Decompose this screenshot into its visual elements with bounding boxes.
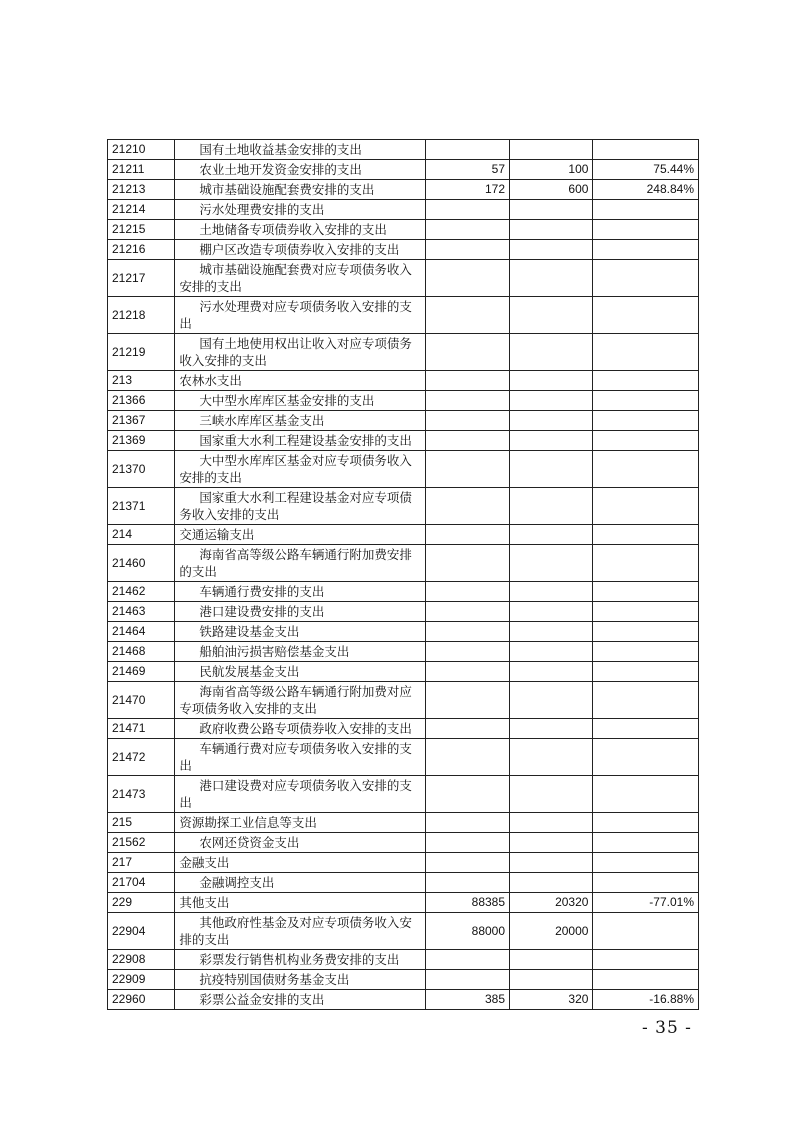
value-col1-cell <box>425 260 509 297</box>
value-col2-cell <box>510 431 593 451</box>
item-name-cell: 铁路建设基金支出 <box>175 622 425 642</box>
code-cell: 21470 <box>108 682 175 719</box>
table-row <box>108 411 699 431</box>
code-cell: 217 <box>108 853 175 873</box>
item-name-cell: 国家重大水利工程建设基金对应专项债务收入安排的支出 <box>175 488 425 525</box>
table-row <box>108 776 699 813</box>
value-col1-cell <box>425 662 509 682</box>
code-cell: 21215 <box>108 220 175 240</box>
percent-cell <box>593 913 699 950</box>
item-name-cell: 城市基础设施配套费对应专项债务收入安排的支出 <box>175 260 425 297</box>
value-col2-cell <box>510 833 593 853</box>
value-col1-cell <box>425 682 509 719</box>
item-name-cell: 国有土地收益基金安排的支出 <box>175 140 425 160</box>
percent-cell: -77.01% <box>593 893 699 913</box>
value-col2-cell <box>510 260 593 297</box>
value-col1-cell: 172 <box>425 180 509 200</box>
table-row <box>108 913 699 950</box>
percent-cell <box>593 739 699 776</box>
value-col2-cell <box>510 970 593 990</box>
code-cell: 21211 <box>108 160 175 180</box>
value-col1-cell <box>425 950 509 970</box>
percent-cell <box>593 488 699 525</box>
percent-cell <box>593 642 699 662</box>
value-col1-cell <box>425 853 509 873</box>
percent-cell <box>593 813 699 833</box>
value-col2-cell <box>510 622 593 642</box>
item-name-cell: 港口建设费对应专项债务收入安排的支出 <box>175 776 425 813</box>
value-col2-cell <box>510 525 593 545</box>
value-col2-cell <box>510 602 593 622</box>
value-col2-cell <box>510 873 593 893</box>
percent-cell <box>593 391 699 411</box>
value-col1-cell: 57 <box>425 160 509 180</box>
value-col2-cell <box>510 411 593 431</box>
value-col2-cell <box>510 776 593 813</box>
value-col2-cell <box>510 719 593 739</box>
table-row <box>108 622 699 642</box>
value-col2-cell <box>510 739 593 776</box>
code-cell: 22960 <box>108 990 175 1010</box>
value-col2-cell <box>510 950 593 970</box>
table-row <box>108 602 699 622</box>
value-col2-cell <box>510 451 593 488</box>
table-row <box>108 950 699 970</box>
table-row <box>108 140 699 160</box>
table-row <box>108 488 699 525</box>
code-cell: 21213 <box>108 180 175 200</box>
item-name-cell: 车辆通行费对应专项债务收入安排的支出 <box>175 739 425 776</box>
percent-cell <box>593 240 699 260</box>
value-col2-cell: 320 <box>510 990 593 1010</box>
table-row <box>108 853 699 873</box>
percent-cell <box>593 682 699 719</box>
value-col1-cell <box>425 582 509 602</box>
item-name-cell: 政府收费公路专项债券收入安排的支出 <box>175 719 425 739</box>
table-row <box>108 220 699 240</box>
page-number: - 35 - <box>642 1018 692 1038</box>
table-row <box>108 833 699 853</box>
percent-cell <box>593 260 699 297</box>
percent-cell <box>593 334 699 371</box>
item-name-cell: 国家重大水利工程建设基金安排的支出 <box>175 431 425 451</box>
table-row <box>108 970 699 990</box>
value-col2-cell <box>510 220 593 240</box>
percent-cell <box>593 662 699 682</box>
table-row <box>108 260 699 297</box>
percent-cell: 248.84% <box>593 180 699 200</box>
percent-cell <box>593 371 699 391</box>
table-row <box>108 642 699 662</box>
percent-cell <box>593 833 699 853</box>
percent-cell <box>593 525 699 545</box>
budget-expenditure-table <box>107 139 699 1010</box>
value-col1-cell <box>425 451 509 488</box>
code-cell: 215 <box>108 813 175 833</box>
table-row <box>108 160 699 180</box>
percent-cell <box>593 297 699 334</box>
value-col1-cell <box>425 140 509 160</box>
value-col1-cell <box>425 220 509 240</box>
item-name-cell: 其他政府性基金及对应专项债务收入安排的支出 <box>175 913 425 950</box>
table-row <box>108 431 699 451</box>
percent-cell <box>593 719 699 739</box>
value-col2-cell <box>510 545 593 582</box>
code-cell: 21462 <box>108 582 175 602</box>
code-cell: 21214 <box>108 200 175 220</box>
table-row <box>108 180 699 200</box>
item-name-cell: 港口建设费安排的支出 <box>175 602 425 622</box>
value-col1-cell <box>425 297 509 334</box>
value-col2-cell <box>510 334 593 371</box>
item-name-cell: 三峡水库库区基金支出 <box>175 411 425 431</box>
table-row <box>108 873 699 893</box>
code-cell: 21704 <box>108 873 175 893</box>
value-col2-cell <box>510 642 593 662</box>
percent-cell <box>593 853 699 873</box>
table-row <box>108 240 699 260</box>
code-cell: 21463 <box>108 602 175 622</box>
percent-cell <box>593 411 699 431</box>
table-row <box>108 391 699 411</box>
value-col1-cell <box>425 776 509 813</box>
value-col1-cell <box>425 602 509 622</box>
item-name-cell: 农业土地开发资金安排的支出 <box>175 160 425 180</box>
value-col1-cell <box>425 739 509 776</box>
value-col1-cell <box>425 488 509 525</box>
item-name-cell: 彩票公益金安排的支出 <box>175 990 425 1010</box>
code-cell: 21472 <box>108 739 175 776</box>
code-cell: 21366 <box>108 391 175 411</box>
percent-cell <box>593 873 699 893</box>
value-col2-cell <box>510 391 593 411</box>
percent-cell <box>593 220 699 240</box>
percent-cell <box>593 451 699 488</box>
table-row <box>108 813 699 833</box>
code-cell: 214 <box>108 525 175 545</box>
percent-cell <box>593 582 699 602</box>
item-name-cell: 金融支出 <box>175 853 425 873</box>
code-cell: 21370 <box>108 451 175 488</box>
value-col1-cell <box>425 642 509 662</box>
value-col2-cell: 600 <box>510 180 593 200</box>
item-name-cell: 农网还贷资金支出 <box>175 833 425 853</box>
value-col1-cell <box>425 833 509 853</box>
table-row <box>108 525 699 545</box>
percent-cell: -16.88% <box>593 990 699 1010</box>
code-cell: 21369 <box>108 431 175 451</box>
percent-cell <box>593 431 699 451</box>
table-row <box>108 371 699 391</box>
percent-cell <box>593 200 699 220</box>
value-col2-cell <box>510 582 593 602</box>
value-col1-cell <box>425 525 509 545</box>
value-col2-cell <box>510 240 593 260</box>
value-col2-cell <box>510 662 593 682</box>
value-col1-cell: 385 <box>425 990 509 1010</box>
code-cell: 21218 <box>108 297 175 334</box>
table-row <box>108 893 699 913</box>
value-col1-cell <box>425 371 509 391</box>
percent-cell: 75.44% <box>593 160 699 180</box>
item-name-cell: 民航发展基金支出 <box>175 662 425 682</box>
value-col1-cell: 88385 <box>425 893 509 913</box>
value-col2-cell <box>510 140 593 160</box>
item-name-cell: 车辆通行费安排的支出 <box>175 582 425 602</box>
code-cell: 21464 <box>108 622 175 642</box>
item-name-cell: 大中型水库库区基金对应专项债务收入安排的支出 <box>175 451 425 488</box>
value-col2-cell <box>510 488 593 525</box>
table-row <box>108 297 699 334</box>
value-col2-cell: 100 <box>510 160 593 180</box>
value-col1-cell <box>425 719 509 739</box>
table-row <box>108 334 699 371</box>
value-col2-cell <box>510 371 593 391</box>
value-col1-cell <box>425 813 509 833</box>
value-col2-cell: 20000 <box>510 913 593 950</box>
value-col1-cell <box>425 970 509 990</box>
value-col1-cell <box>425 622 509 642</box>
item-name-cell: 城市基础设施配套费安排的支出 <box>175 180 425 200</box>
item-name-cell: 污水处理费安排的支出 <box>175 200 425 220</box>
code-cell: 22908 <box>108 950 175 970</box>
code-cell: 21217 <box>108 260 175 297</box>
table-row <box>108 451 699 488</box>
code-cell: 22904 <box>108 913 175 950</box>
code-cell: 21460 <box>108 545 175 582</box>
percent-cell <box>593 950 699 970</box>
code-cell: 21471 <box>108 719 175 739</box>
value-col2-cell <box>510 853 593 873</box>
item-name-cell: 船舶油污损害赔偿基金支出 <box>175 642 425 662</box>
code-cell: 21210 <box>108 140 175 160</box>
percent-cell <box>593 545 699 582</box>
item-name-cell: 棚户区改造专项债券收入安排的支出 <box>175 240 425 260</box>
item-name-cell: 彩票发行销售机构业务费安排的支出 <box>175 950 425 970</box>
value-col2-cell <box>510 200 593 220</box>
table-row <box>108 719 699 739</box>
value-col2-cell <box>510 297 593 334</box>
value-col1-cell: 88000 <box>425 913 509 950</box>
value-col1-cell <box>425 411 509 431</box>
item-name-cell: 污水处理费对应专项债务收入安排的支出 <box>175 297 425 334</box>
code-cell: 21371 <box>108 488 175 525</box>
percent-cell <box>593 602 699 622</box>
value-col1-cell <box>425 545 509 582</box>
code-cell: 21468 <box>108 642 175 662</box>
code-cell: 229 <box>108 893 175 913</box>
item-name-cell: 土地储备专项债券收入安排的支出 <box>175 220 425 240</box>
item-name-cell: 资源勘探工业信息等支出 <box>175 813 425 833</box>
percent-cell <box>593 970 699 990</box>
code-cell: 213 <box>108 371 175 391</box>
table-row <box>108 990 699 1010</box>
value-col2-cell <box>510 813 593 833</box>
item-name-cell: 海南省高等级公路车辆通行附加费安排的支出 <box>175 545 425 582</box>
value-col1-cell <box>425 334 509 371</box>
item-name-cell: 大中型水库库区基金安排的支出 <box>175 391 425 411</box>
code-cell: 21473 <box>108 776 175 813</box>
percent-cell <box>593 776 699 813</box>
code-cell: 21469 <box>108 662 175 682</box>
item-name-cell: 国有土地使用权出让收入对应专项债务收入安排的支出 <box>175 334 425 371</box>
code-cell: 22909 <box>108 970 175 990</box>
item-name-cell: 农林水支出 <box>175 371 425 391</box>
table-row <box>108 545 699 582</box>
table-row <box>108 582 699 602</box>
table-row <box>108 739 699 776</box>
item-name-cell: 抗疫特别国债财务基金支出 <box>175 970 425 990</box>
value-col2-cell: 20320 <box>510 893 593 913</box>
value-col1-cell <box>425 431 509 451</box>
code-cell: 21219 <box>108 334 175 371</box>
value-col1-cell <box>425 391 509 411</box>
item-name-cell: 交通运输支出 <box>175 525 425 545</box>
table-row <box>108 200 699 220</box>
value-col2-cell <box>510 682 593 719</box>
item-name-cell: 金融调控支出 <box>175 873 425 893</box>
percent-cell <box>593 140 699 160</box>
value-col1-cell <box>425 240 509 260</box>
value-col1-cell <box>425 873 509 893</box>
code-cell: 21367 <box>108 411 175 431</box>
table-row <box>108 662 699 682</box>
item-name-cell: 其他支出 <box>175 893 425 913</box>
value-col1-cell <box>425 200 509 220</box>
percent-cell <box>593 622 699 642</box>
item-name-cell: 海南省高等级公路车辆通行附加费对应专项债务收入安排的支出 <box>175 682 425 719</box>
code-cell: 21562 <box>108 833 175 853</box>
table-row <box>108 682 699 719</box>
code-cell: 21216 <box>108 240 175 260</box>
